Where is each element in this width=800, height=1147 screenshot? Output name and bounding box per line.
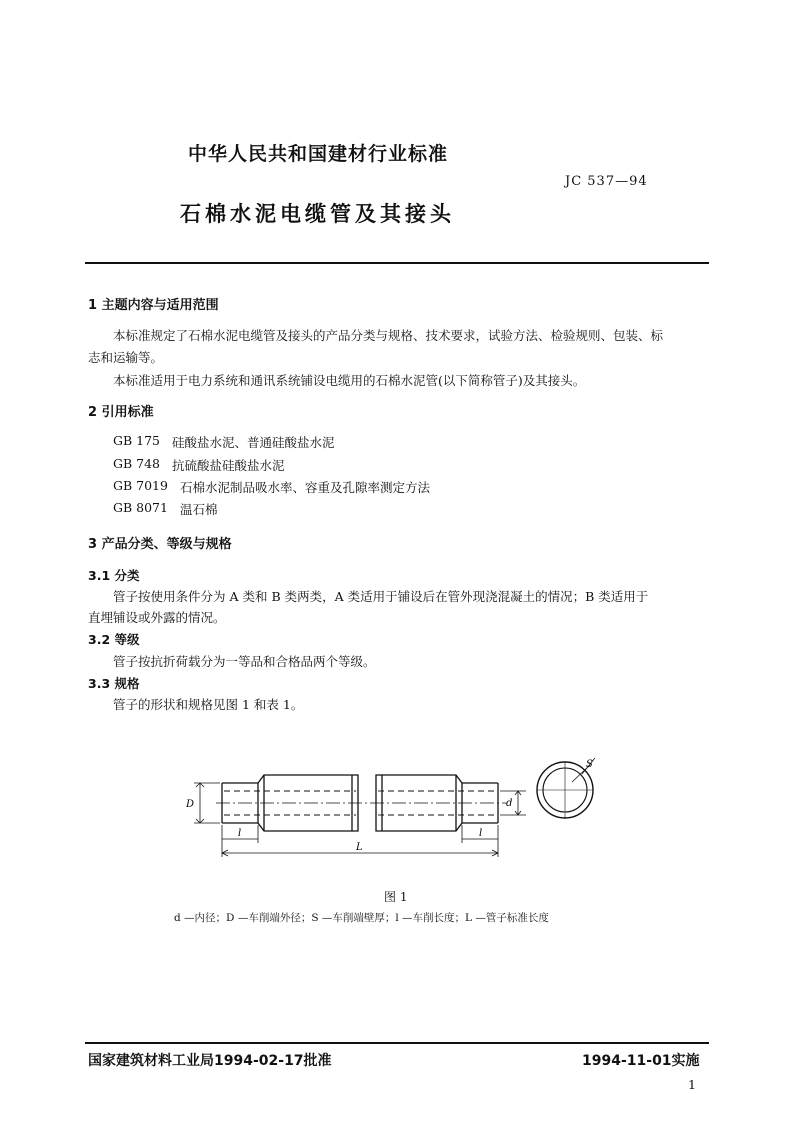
ref-code: GB 175 [113, 433, 161, 448]
section-3-1-line-1: 管子按使用条件分为 A 类和 B 类两类，A 类适用于铺设后在管外现浇混凝土的情况；B 类适用于 [113, 589, 649, 604]
ref-name: 抗硫酸盐硅酸盐水泥 [172, 458, 285, 473]
page-number: 1 [688, 1077, 696, 1092]
dim-label-D: D [186, 799, 195, 810]
dim-label-d: d [506, 798, 513, 809]
ref-name: 硅酸盐水泥、普通硅酸盐水泥 [172, 435, 335, 450]
ref-code: GB 748 [113, 456, 161, 471]
section-1-para-1-line-1: 本标准规定了石棉水泥电缆管及接头的产品分类与规格、技术要求，试验方法、检验规则、包装、标 [113, 328, 664, 343]
effective-date: 1994-11-01实施 [582, 1053, 700, 1069]
section-3-2-text: 管子按抗折荷载分为一等品和合格品两个等级。 [113, 654, 376, 669]
ref-code: GB 8071 [113, 500, 168, 515]
approval-line: 国家建筑材料工业局1994-02-17批准 [88, 1053, 332, 1069]
section-3-3-text: 管子的形状和规格见图 1 和表 1。 [113, 697, 304, 712]
top-rule [85, 262, 709, 264]
ref-name: 石棉水泥制品吸水率、容重及孔隙率测定方法 [180, 480, 431, 495]
dim-label-S: S [586, 759, 593, 770]
issuer-title: 中华人民共和国建材行业标准 [188, 143, 449, 165]
figure-legend: d —内径；D —车削端外径；S —车削端壁厚；l —车削长度；L —管子标准长度 [174, 912, 549, 924]
bottom-rule [85, 1042, 709, 1044]
section-3-2-heading: 3.2 等级 [88, 632, 140, 647]
section-2-heading: 2 引用标准 [88, 405, 154, 420]
standard-number: JC 537—94 [565, 174, 648, 189]
section-1-para-2: 本标准适用于电力系统和通讯系统铺设电缆用的石棉水泥管(以下简称管子)及其接头。 [113, 373, 586, 388]
dim-label-L: L [356, 842, 363, 853]
dim-label-l-right: l [479, 828, 483, 839]
section-3-heading: 3 产品分类、等级与规格 [88, 537, 232, 552]
figure-1-drawing [180, 745, 620, 860]
section-3-1-heading: 3.1 分类 [88, 568, 140, 583]
figure-caption: 图 1 [384, 890, 408, 904]
section-3-1-line-2: 直埋铺设或外露的情况。 [88, 610, 226, 625]
section-1-heading: 1 主题内容与适用范围 [88, 298, 219, 313]
dim-label-l-left: l [238, 828, 242, 839]
section-1-para-1-line-2: 志和运输等。 [88, 350, 164, 365]
ref-code: GB 7019 [113, 478, 168, 493]
document-title: 石棉水泥电缆管及其接头 [180, 202, 455, 226]
ref-name: 温石棉 [180, 502, 218, 517]
section-3-3-heading: 3.3 规格 [88, 676, 140, 691]
